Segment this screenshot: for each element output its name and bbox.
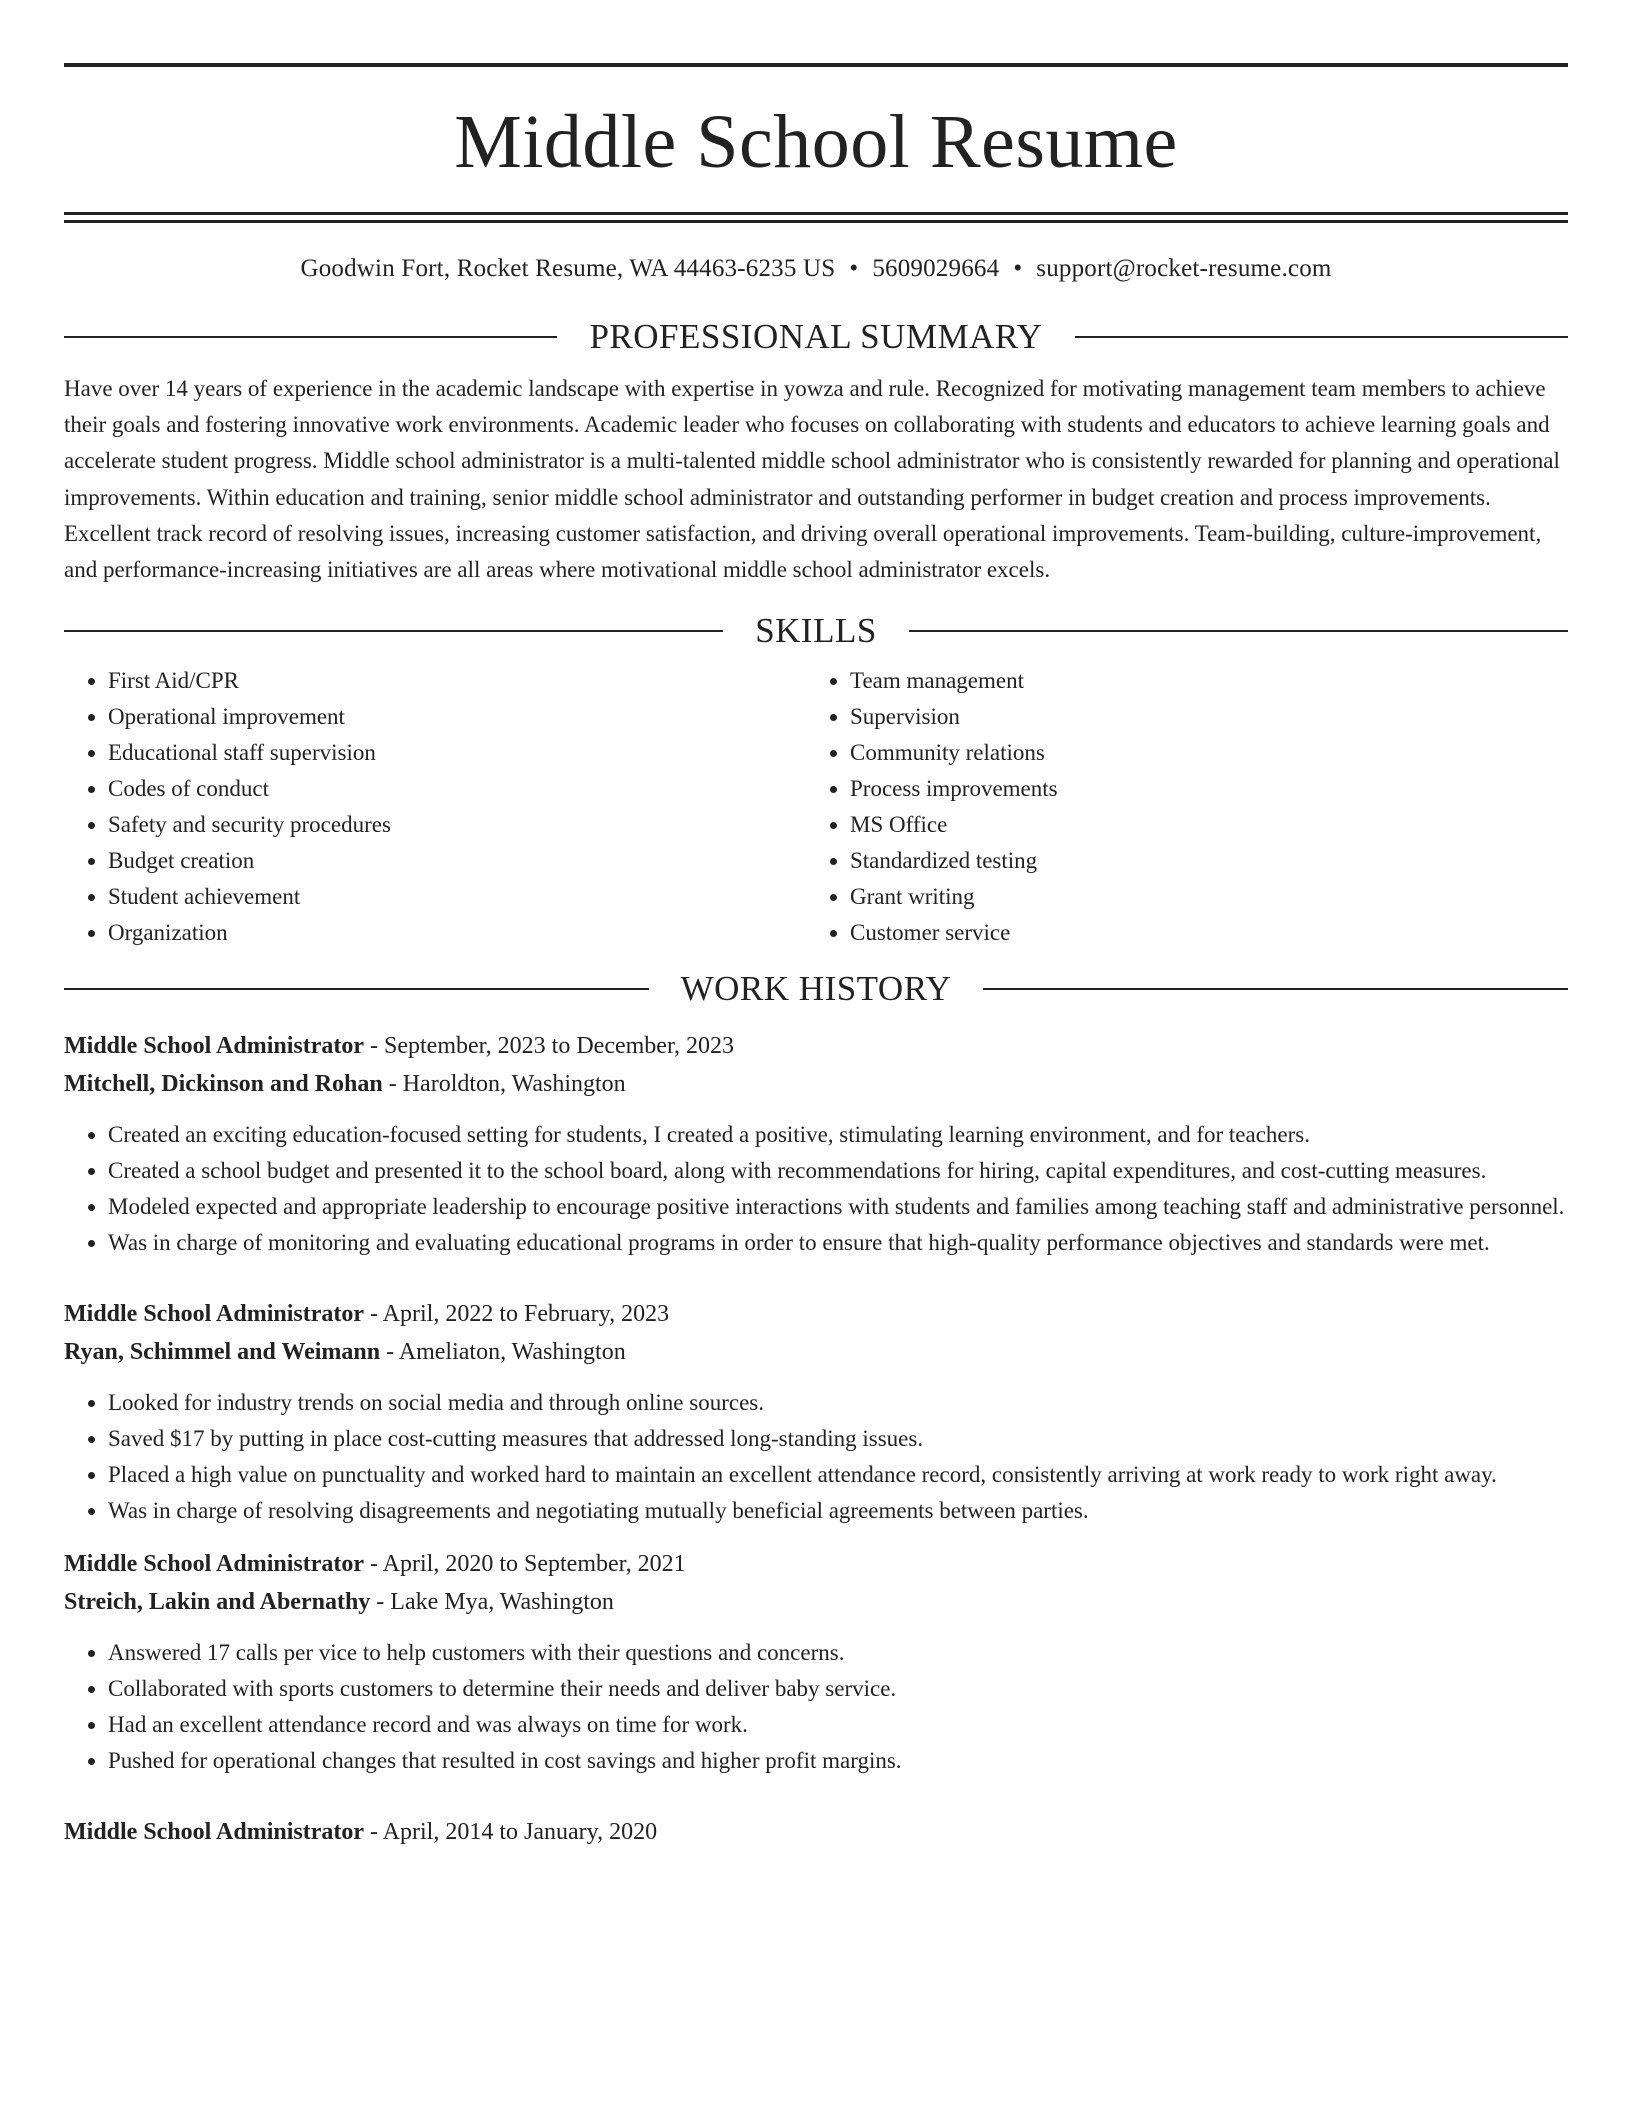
heading-rule bbox=[909, 630, 1568, 632]
skills-list bbox=[64, 663, 1568, 951]
work-history-heading bbox=[64, 969, 1568, 1009]
contact-email[interactable]: support@rocket-resume.com bbox=[1036, 255, 1332, 282]
job-entry bbox=[64, 1545, 1568, 1779]
job-bullet: • Saved $17 by putting in place cost-cutting measures that addressed long-standing issues. bbox=[108, 1421, 1568, 1457]
job-bullet: • Was in charge of resolving disagreements and negotiating mutually beneficial agreements between parties. bbox=[108, 1493, 1568, 1529]
job-bullet: • Looked for industry trends on social media and through online sources. bbox=[108, 1385, 1568, 1421]
heading-rule bbox=[983, 988, 1568, 990]
job-title-line bbox=[64, 1813, 1568, 1851]
skill-item: • Student achievement bbox=[108, 879, 806, 915]
skill-item: • Grant writing bbox=[850, 879, 1548, 915]
job-bullet: • Pushed for operational changes that resulted in cost savings and higher profit margins. bbox=[108, 1743, 1568, 1779]
job-bullet: • Answered 17 calls per vice to help customers with their questions and concerns. bbox=[108, 1635, 1568, 1671]
job-title-line bbox=[64, 1295, 1568, 1333]
skill-item: • Organization bbox=[108, 915, 806, 951]
job-dates: - April, 2022 to February, 2023 bbox=[364, 1301, 670, 1328]
summary-heading bbox=[64, 317, 1568, 357]
title-double-rule bbox=[64, 212, 1568, 223]
job-entry bbox=[64, 1295, 1568, 1529]
resume-page bbox=[64, 0, 1568, 1851]
skill-item: • Operational improvement bbox=[108, 699, 806, 735]
job-bullet: • Collaborated with sports customers to determine their needs and deliver baby service. bbox=[108, 1671, 1568, 1707]
job-location: - Haroldton, Washington bbox=[382, 1071, 626, 1098]
top-rule bbox=[64, 63, 1568, 67]
job-bullet: • Modeled expected and appropriate leadership to encourage positive interactions with students and families among teaching staff and administrative personnel. bbox=[108, 1189, 1568, 1225]
job-employer-line bbox=[64, 1333, 1568, 1371]
job-entry bbox=[64, 1027, 1568, 1261]
contact-phone: 5609029664 bbox=[872, 255, 1000, 282]
job-bullet: • Was in charge of monitoring and evaluating educational programs in order to ensure that high-quality performance objectives and standards were met. bbox=[108, 1225, 1568, 1261]
skill-item: • Standardized testing bbox=[850, 843, 1548, 879]
skill-item: • Educational staff supervision bbox=[108, 735, 806, 771]
heading-rule bbox=[64, 630, 723, 632]
job-bullet: • Created an exciting education-focused setting for students, I created a positive, stimulating learning environment, and for teachers. bbox=[108, 1117, 1568, 1153]
job-entry bbox=[64, 1813, 1568, 1851]
skill-item: • Customer service bbox=[850, 915, 1548, 951]
job-title-line bbox=[64, 1545, 1568, 1583]
heading-rule bbox=[64, 336, 557, 338]
job-bullets bbox=[64, 1635, 1568, 1779]
skills-column-left bbox=[64, 663, 806, 951]
job-title: Middle School Administrator bbox=[64, 1551, 365, 1578]
skill-item: • Team management bbox=[850, 663, 1548, 699]
summary-heading-label: PROFESSIONAL SUMMARY bbox=[589, 317, 1043, 356]
job-employer-line bbox=[64, 1583, 1568, 1621]
skill-item: • Process improvements bbox=[850, 771, 1548, 807]
page-title: Middle School Resume bbox=[454, 100, 1178, 184]
skill-item: • Community relations bbox=[850, 735, 1548, 771]
job-title: Middle School Administrator bbox=[64, 1819, 365, 1846]
job-location: - Lake Mya, Washington bbox=[370, 1589, 614, 1616]
skill-item: • Safety and security procedures bbox=[108, 807, 806, 843]
contact-separator: • bbox=[1013, 255, 1023, 282]
job-bullets bbox=[64, 1117, 1568, 1261]
skill-item: • Supervision bbox=[850, 699, 1548, 735]
skill-item: • First Aid/CPR bbox=[108, 663, 806, 699]
job-employer: Mitchell, Dickinson and Rohan bbox=[64, 1071, 383, 1098]
job-bullet: • Placed a high value on punctuality and worked hard to maintain an excellent attendance record, consistently arriving at work ready to work right away. bbox=[108, 1457, 1568, 1493]
job-dates: - April, 2014 to January, 2020 bbox=[364, 1819, 658, 1846]
skills-heading-label: SKILLS bbox=[755, 611, 877, 651]
skill-item: • Codes of conduct bbox=[108, 771, 806, 807]
job-title-line bbox=[64, 1027, 1568, 1065]
contact-address: Goodwin Fort, Rocket Resume, WA 44463-6235 US bbox=[300, 255, 836, 282]
job-employer: Streich, Lakin and Abernathy bbox=[64, 1589, 371, 1616]
contact-line bbox=[64, 253, 1568, 285]
job-title: Middle School Administrator bbox=[64, 1033, 365, 1060]
skills-column-right bbox=[806, 663, 1548, 951]
job-dates: - April, 2020 to September, 2021 bbox=[364, 1551, 686, 1578]
job-employer-line bbox=[64, 1065, 1568, 1103]
skill-item: • MS Office bbox=[850, 807, 1548, 843]
job-bullet: • Had an excellent attendance record and was always on time for work. bbox=[108, 1707, 1568, 1743]
job-dates: - September, 2023 to December, 2023 bbox=[364, 1033, 734, 1060]
skills-heading bbox=[64, 611, 1568, 651]
job-location: - Ameliaton, Washington bbox=[380, 1339, 626, 1366]
heading-rule bbox=[64, 988, 649, 990]
summary-text: Have over 14 years of experience in the academic landscape with expertise in yowza and rule. Recognized for motivating management team members to achieve their goals and fostering innovative work environments. Academic leader who focuses on collaborating with students and educators to achieve learning goals and accelerate student progress. Middle school administrator is a multi-talented middle school administrator who is consistently rewarded for planning and operational improvements. Within education and training, senior middle school administrator and outstanding performer in budget creation and process improvements. Excellent track record of resolving issues, increasing customer satisfaction, and driving overall operational improvements. Team-building, culture-improvement, and performance-increasing initiatives are all areas where motivational middle school administrator excels. bbox=[64, 376, 1560, 583]
job-employer: Ryan, Schimmel and Weimann bbox=[64, 1339, 381, 1366]
contact-separator: • bbox=[849, 255, 859, 282]
work-history-heading-label: WORK HISTORY bbox=[680, 969, 952, 1009]
skill-item: • Budget creation bbox=[108, 843, 806, 879]
heading-rule bbox=[1075, 336, 1568, 338]
job-title: Middle School Administrator bbox=[64, 1301, 365, 1328]
job-bullet: • Created a school budget and presented it to the school board, along with recommendations for hiring, capital expenditures, and cost-cutting measures. bbox=[108, 1153, 1568, 1189]
job-bullets bbox=[64, 1385, 1568, 1529]
